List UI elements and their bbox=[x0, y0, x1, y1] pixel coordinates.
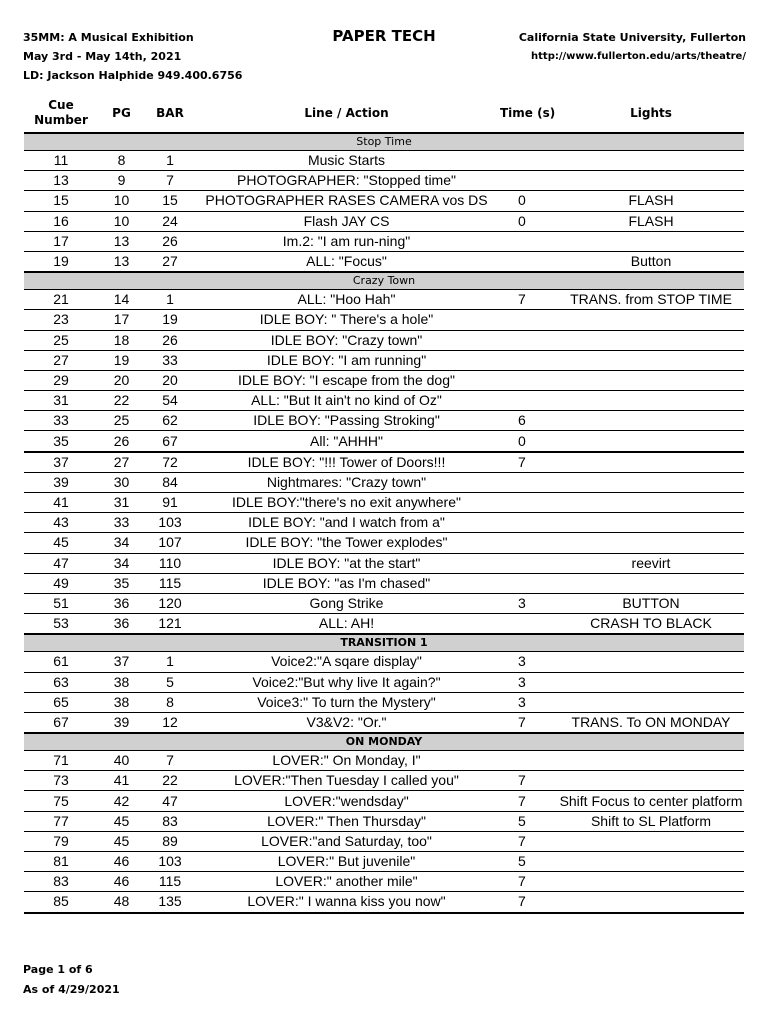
line-action-cell: Nightmares: "Crazy town" bbox=[195, 472, 498, 492]
table-row bbox=[24, 852, 744, 872]
lights-cell bbox=[558, 350, 744, 370]
page-cell: 38 bbox=[98, 692, 145, 712]
section-title: TRANSITION 1 bbox=[24, 634, 744, 652]
table-row bbox=[24, 751, 744, 771]
cue-number-cell: 53 bbox=[24, 614, 98, 635]
table-row bbox=[24, 472, 744, 492]
time-cell bbox=[498, 391, 558, 411]
page-cell: 35 bbox=[98, 573, 145, 593]
lights-cell bbox=[558, 771, 744, 791]
time-cell: 7 bbox=[498, 831, 558, 851]
bar-cell: 103 bbox=[145, 513, 195, 533]
time-cell: 5 bbox=[498, 811, 558, 831]
table-row bbox=[24, 872, 744, 892]
lights-cell bbox=[558, 831, 744, 851]
lights-cell bbox=[558, 892, 744, 913]
table-row bbox=[24, 553, 744, 573]
table-row bbox=[24, 330, 744, 350]
bar-cell: 26 bbox=[145, 330, 195, 350]
cue-number-cell: 83 bbox=[24, 872, 98, 892]
lights-cell: CRASH TO BLACK bbox=[558, 614, 744, 635]
time-cell bbox=[498, 533, 558, 553]
table-row bbox=[24, 151, 744, 171]
bar-cell: 7 bbox=[145, 171, 195, 191]
table-row bbox=[24, 692, 744, 712]
lights-cell: TRANS. from STOP TIME bbox=[558, 290, 744, 310]
page-cell: 26 bbox=[98, 431, 145, 452]
lights-cell: reevirt bbox=[558, 553, 744, 573]
cue-number-cell: 73 bbox=[24, 771, 98, 791]
line-action-cell: IDLE BOY: "I escape from the dog" bbox=[195, 370, 498, 390]
time-cell: 3 bbox=[498, 652, 558, 672]
cue-number-cell: 13 bbox=[24, 171, 98, 191]
time-cell bbox=[498, 231, 558, 251]
page-cell: 20 bbox=[98, 370, 145, 390]
bar-cell: 24 bbox=[145, 211, 195, 231]
cue-number-cell: 21 bbox=[24, 290, 98, 310]
page-number: Page 1 of 6 bbox=[23, 963, 93, 976]
page-cell: 46 bbox=[98, 852, 145, 872]
time-cell: 7 bbox=[498, 771, 558, 791]
line-action-cell: ALL: AH! bbox=[195, 614, 498, 635]
table-row bbox=[24, 452, 744, 473]
page-cell: 10 bbox=[98, 211, 145, 231]
table-row bbox=[24, 310, 744, 330]
page-cell: 36 bbox=[98, 593, 145, 613]
lights-cell bbox=[558, 513, 744, 533]
lights-cell bbox=[558, 692, 744, 712]
time-cell bbox=[498, 350, 558, 370]
bar-cell: 1 bbox=[145, 151, 195, 171]
time-cell: 0 bbox=[498, 191, 558, 211]
cue-number-cell: 75 bbox=[24, 791, 98, 811]
bar-cell: 83 bbox=[145, 811, 195, 831]
cue-number-cell: 37 bbox=[24, 452, 98, 473]
cue-number-cell: 19 bbox=[24, 251, 98, 272]
page-cell: 14 bbox=[98, 290, 145, 310]
cue-number-cell: 43 bbox=[24, 513, 98, 533]
lights-cell bbox=[558, 493, 744, 513]
institution-url[interactable]: http://www.fullerton.edu/arts/theatre/ bbox=[531, 51, 746, 62]
time-cell: 7 bbox=[498, 452, 558, 473]
table-row bbox=[24, 513, 744, 533]
table-row bbox=[24, 370, 744, 390]
line-action-cell: IDLE BOY: "at the start" bbox=[195, 553, 498, 573]
table-row bbox=[24, 231, 744, 251]
line-action-cell: IDLE BOY: "!!! Tower of Doors!!! bbox=[195, 452, 498, 473]
line-action-cell: LOVER:" On Monday, I" bbox=[195, 751, 498, 771]
cue-number-cell: 27 bbox=[24, 350, 98, 370]
time-cell: 7 bbox=[498, 892, 558, 913]
line-action-cell: LOVER:" another mile" bbox=[195, 872, 498, 892]
line-action-cell: Im.2: "I am run-ning" bbox=[195, 231, 498, 251]
bar-cell: 84 bbox=[145, 472, 195, 492]
time-cell bbox=[498, 330, 558, 350]
bar-cell: 33 bbox=[145, 350, 195, 370]
line-action-cell: Music Starts bbox=[195, 151, 498, 171]
table-row bbox=[24, 614, 744, 635]
page-cell: 25 bbox=[98, 411, 145, 431]
time-cell bbox=[498, 553, 558, 573]
page-cell: 13 bbox=[98, 251, 145, 272]
col-header-bar: BAR bbox=[145, 94, 195, 133]
page-cell: 19 bbox=[98, 350, 145, 370]
page-cell: 33 bbox=[98, 513, 145, 533]
line-action-cell: IDLE BOY: "I am running" bbox=[195, 350, 498, 370]
cue-number-cell: 25 bbox=[24, 330, 98, 350]
table-row bbox=[24, 391, 744, 411]
time-cell: 5 bbox=[498, 852, 558, 872]
lights-cell: Shift to SL Platform bbox=[558, 811, 744, 831]
bar-cell: 135 bbox=[145, 892, 195, 913]
bar-cell: 1 bbox=[145, 290, 195, 310]
page-cell: 38 bbox=[98, 672, 145, 692]
cue-number-cell: 17 bbox=[24, 231, 98, 251]
lights-cell bbox=[558, 151, 744, 171]
lights-cell bbox=[558, 573, 744, 593]
time-cell: 0 bbox=[498, 431, 558, 452]
table-row bbox=[24, 811, 744, 831]
header-right bbox=[519, 28, 746, 66]
page-cell: 42 bbox=[98, 791, 145, 811]
lights-cell bbox=[558, 231, 744, 251]
bar-cell: 121 bbox=[145, 614, 195, 635]
table-row bbox=[24, 712, 744, 733]
bar-cell: 110 bbox=[145, 553, 195, 573]
col-header-lights: Lights bbox=[558, 94, 744, 133]
line-action-cell: IDLE BOY: "as I'm chased" bbox=[195, 573, 498, 593]
col-header-pg: PG bbox=[98, 94, 145, 133]
line-action-cell: ALL: "Focus" bbox=[195, 251, 498, 272]
lighting-designer: LD: Jackson Halphide 949.400.6756 bbox=[23, 69, 243, 82]
cue-number-cell: 31 bbox=[24, 391, 98, 411]
page-cell: 8 bbox=[98, 151, 145, 171]
cue-number-cell: 45 bbox=[24, 533, 98, 553]
table-row bbox=[24, 791, 744, 811]
lights-cell: BUTTON bbox=[558, 593, 744, 613]
line-action-cell: Voice2:"A sqare display" bbox=[195, 652, 498, 672]
cue-number-cell: 47 bbox=[24, 553, 98, 573]
page-cell: 31 bbox=[98, 493, 145, 513]
cue-number-cell: 33 bbox=[24, 411, 98, 431]
table-row bbox=[24, 431, 744, 452]
line-action-cell: V3&V2: "Or." bbox=[195, 712, 498, 733]
page-cell: 48 bbox=[98, 892, 145, 913]
line-action-cell: LOVER:" But juvenile" bbox=[195, 852, 498, 872]
time-cell bbox=[498, 151, 558, 171]
section-header bbox=[24, 133, 744, 151]
lights-cell bbox=[558, 431, 744, 452]
lights-cell: Shift Focus to center platform bbox=[558, 791, 744, 811]
line-action-cell: Gong Strike bbox=[195, 593, 498, 613]
line-action-cell: LOVER:"Then Tuesday I called you" bbox=[195, 771, 498, 791]
page-cell: 27 bbox=[98, 452, 145, 473]
table-row bbox=[24, 191, 744, 211]
bar-cell: 120 bbox=[145, 593, 195, 613]
cue-number-cell: 23 bbox=[24, 310, 98, 330]
cue-number-cell: 15 bbox=[24, 191, 98, 211]
time-cell: 3 bbox=[498, 692, 558, 712]
time-cell: 7 bbox=[498, 712, 558, 733]
table-row bbox=[24, 493, 744, 513]
bar-cell: 54 bbox=[145, 391, 195, 411]
page-cell: 40 bbox=[98, 751, 145, 771]
bar-cell: 15 bbox=[145, 191, 195, 211]
page-cell: 34 bbox=[98, 533, 145, 553]
lights-cell bbox=[558, 411, 744, 431]
time-cell: 0 bbox=[498, 211, 558, 231]
cue-number-cell: 61 bbox=[24, 652, 98, 672]
time-cell bbox=[498, 251, 558, 272]
bar-cell: 115 bbox=[145, 573, 195, 593]
time-cell bbox=[498, 472, 558, 492]
line-action-cell: IDLE BOY: "Crazy town" bbox=[195, 330, 498, 350]
time-cell: 7 bbox=[498, 791, 558, 811]
lights-cell bbox=[558, 330, 744, 350]
line-action-cell: Flash JAY CS bbox=[195, 211, 498, 231]
bar-cell: 91 bbox=[145, 493, 195, 513]
cue-number-cell: 51 bbox=[24, 593, 98, 613]
lights-cell bbox=[558, 391, 744, 411]
bar-cell: 19 bbox=[145, 310, 195, 330]
bar-cell: 5 bbox=[145, 672, 195, 692]
line-action-cell: LOVER:" Then Thursday" bbox=[195, 811, 498, 831]
lights-cell bbox=[558, 533, 744, 553]
show-title: 35MM: A Musical Exhibition bbox=[23, 31, 194, 44]
cue-number-cell: 77 bbox=[24, 811, 98, 831]
bar-cell: 62 bbox=[145, 411, 195, 431]
table-row bbox=[24, 533, 744, 553]
bar-cell: 47 bbox=[145, 791, 195, 811]
footer bbox=[23, 960, 120, 1000]
bar-cell: 115 bbox=[145, 872, 195, 892]
bar-cell: 26 bbox=[145, 231, 195, 251]
lights-cell: Button bbox=[558, 251, 744, 272]
cue-number-cell: 85 bbox=[24, 892, 98, 913]
cue-table bbox=[24, 94, 744, 914]
section-title: Crazy Town bbox=[24, 272, 744, 290]
lights-cell bbox=[558, 652, 744, 672]
time-cell bbox=[498, 573, 558, 593]
table-row bbox=[24, 573, 744, 593]
line-action-cell: LOVER:"and Saturday, too" bbox=[195, 831, 498, 851]
line-action-cell: ALL: "Hoo Hah" bbox=[195, 290, 498, 310]
table-row bbox=[24, 411, 744, 431]
page-cell: 17 bbox=[98, 310, 145, 330]
table-row bbox=[24, 652, 744, 672]
table-row bbox=[24, 672, 744, 692]
col-header-cue: Cue Number bbox=[24, 94, 98, 133]
lights-cell: FLASH bbox=[558, 191, 744, 211]
table-row bbox=[24, 350, 744, 370]
page-cell: 13 bbox=[98, 231, 145, 251]
page-cell: 34 bbox=[98, 553, 145, 573]
lights-cell: TRANS. To ON MONDAY bbox=[558, 712, 744, 733]
page-cell: 45 bbox=[98, 811, 145, 831]
cue-number-cell: 29 bbox=[24, 370, 98, 390]
time-cell: 7 bbox=[498, 872, 558, 892]
lights-cell bbox=[558, 472, 744, 492]
table-row bbox=[24, 290, 744, 310]
page-cell: 39 bbox=[98, 712, 145, 733]
document-title: PAPER TECH bbox=[332, 27, 436, 45]
lights-cell bbox=[558, 310, 744, 330]
section-header bbox=[24, 733, 744, 751]
table-row bbox=[24, 771, 744, 791]
cue-number-cell: 63 bbox=[24, 672, 98, 692]
cue-number-cell: 81 bbox=[24, 852, 98, 872]
bar-cell: 89 bbox=[145, 831, 195, 851]
bar-cell: 7 bbox=[145, 751, 195, 771]
section-header bbox=[24, 634, 744, 652]
time-cell bbox=[498, 493, 558, 513]
line-action-cell: Voice3:" To turn the Mystery" bbox=[195, 692, 498, 712]
as-of-date: As of 4/29/2021 bbox=[23, 983, 120, 996]
time-cell bbox=[498, 370, 558, 390]
line-action-cell: All: "AHHH" bbox=[195, 431, 498, 452]
lights-cell bbox=[558, 452, 744, 473]
line-action-cell: IDLE BOY: "and I watch from a" bbox=[195, 513, 498, 533]
bar-cell: 12 bbox=[145, 712, 195, 733]
time-cell: 3 bbox=[498, 593, 558, 613]
cue-number-cell: 16 bbox=[24, 211, 98, 231]
bar-cell: 72 bbox=[145, 452, 195, 473]
section-title: Stop Time bbox=[24, 133, 744, 151]
table-row bbox=[24, 892, 744, 913]
lights-cell bbox=[558, 751, 744, 771]
page-cell: 46 bbox=[98, 872, 145, 892]
line-action-cell: IDLE BOY: " There's a hole" bbox=[195, 310, 498, 330]
bar-cell: 20 bbox=[145, 370, 195, 390]
time-cell: 6 bbox=[498, 411, 558, 431]
cue-number-cell: 49 bbox=[24, 573, 98, 593]
cue-number-cell: 67 bbox=[24, 712, 98, 733]
line-action-cell: PHOTOGRAPHER RASES CAMERA vos DS bbox=[195, 191, 498, 211]
cue-number-cell: 39 bbox=[24, 472, 98, 492]
page-cell: 36 bbox=[98, 614, 145, 635]
lights-cell bbox=[558, 171, 744, 191]
line-action-cell: IDLE BOY: "the Tower explodes" bbox=[195, 533, 498, 553]
time-cell bbox=[498, 513, 558, 533]
col-header-line: Line / Action bbox=[195, 94, 498, 133]
line-action-cell: PHOTOGRAPHER: "Stopped time" bbox=[195, 171, 498, 191]
table-row bbox=[24, 593, 744, 613]
cue-number-cell: 79 bbox=[24, 831, 98, 851]
lights-cell bbox=[558, 672, 744, 692]
column-header-row bbox=[24, 94, 744, 133]
section-header bbox=[24, 272, 744, 290]
page-cell: 18 bbox=[98, 330, 145, 350]
lights-cell bbox=[558, 370, 744, 390]
bar-cell: 1 bbox=[145, 652, 195, 672]
page-cell: 45 bbox=[98, 831, 145, 851]
lights-cell bbox=[558, 872, 744, 892]
line-action-cell: LOVER:"wendsday" bbox=[195, 791, 498, 811]
line-action-cell: ALL: "But It ain't no kind of Oz" bbox=[195, 391, 498, 411]
page-cell: 37 bbox=[98, 652, 145, 672]
section-title: ON MONDAY bbox=[24, 733, 744, 751]
page-cell: 30 bbox=[98, 472, 145, 492]
table-row bbox=[24, 831, 744, 851]
time-cell bbox=[498, 614, 558, 635]
cue-number-cell: 11 bbox=[24, 151, 98, 171]
cue-number-cell: 35 bbox=[24, 431, 98, 452]
line-action-cell: Voice2:"But why live It again?" bbox=[195, 672, 498, 692]
show-dates: May 3rd - May 14th, 2021 bbox=[23, 50, 182, 63]
time-cell bbox=[498, 751, 558, 771]
line-action-cell: IDLE BOY: "Passing Stroking" bbox=[195, 411, 498, 431]
time-cell bbox=[498, 310, 558, 330]
col-header-time: Time (s) bbox=[498, 94, 558, 133]
lights-cell bbox=[558, 852, 744, 872]
page-cell: 10 bbox=[98, 191, 145, 211]
line-action-cell: IDLE BOY:"there's no exit anywhere" bbox=[195, 493, 498, 513]
bar-cell: 8 bbox=[145, 692, 195, 712]
cue-number-cell: 65 bbox=[24, 692, 98, 712]
cue-number-cell: 71 bbox=[24, 751, 98, 771]
table-row bbox=[24, 211, 744, 231]
line-action-cell: LOVER:" I wanna kiss you now" bbox=[195, 892, 498, 913]
bar-cell: 67 bbox=[145, 431, 195, 452]
institution-name: California State University, Fullerton bbox=[518, 31, 746, 44]
bar-cell: 107 bbox=[145, 533, 195, 553]
bar-cell: 22 bbox=[145, 771, 195, 791]
time-cell: 7 bbox=[498, 290, 558, 310]
page-cell: 41 bbox=[98, 771, 145, 791]
time-cell: 3 bbox=[498, 672, 558, 692]
table-row bbox=[24, 251, 744, 272]
page-cell: 22 bbox=[98, 391, 145, 411]
page-cell: 9 bbox=[98, 171, 145, 191]
bar-cell: 27 bbox=[145, 251, 195, 272]
bar-cell: 103 bbox=[145, 852, 195, 872]
table-row bbox=[24, 171, 744, 191]
cue-number-cell: 41 bbox=[24, 493, 98, 513]
time-cell bbox=[498, 171, 558, 191]
lights-cell: FLASH bbox=[558, 211, 744, 231]
